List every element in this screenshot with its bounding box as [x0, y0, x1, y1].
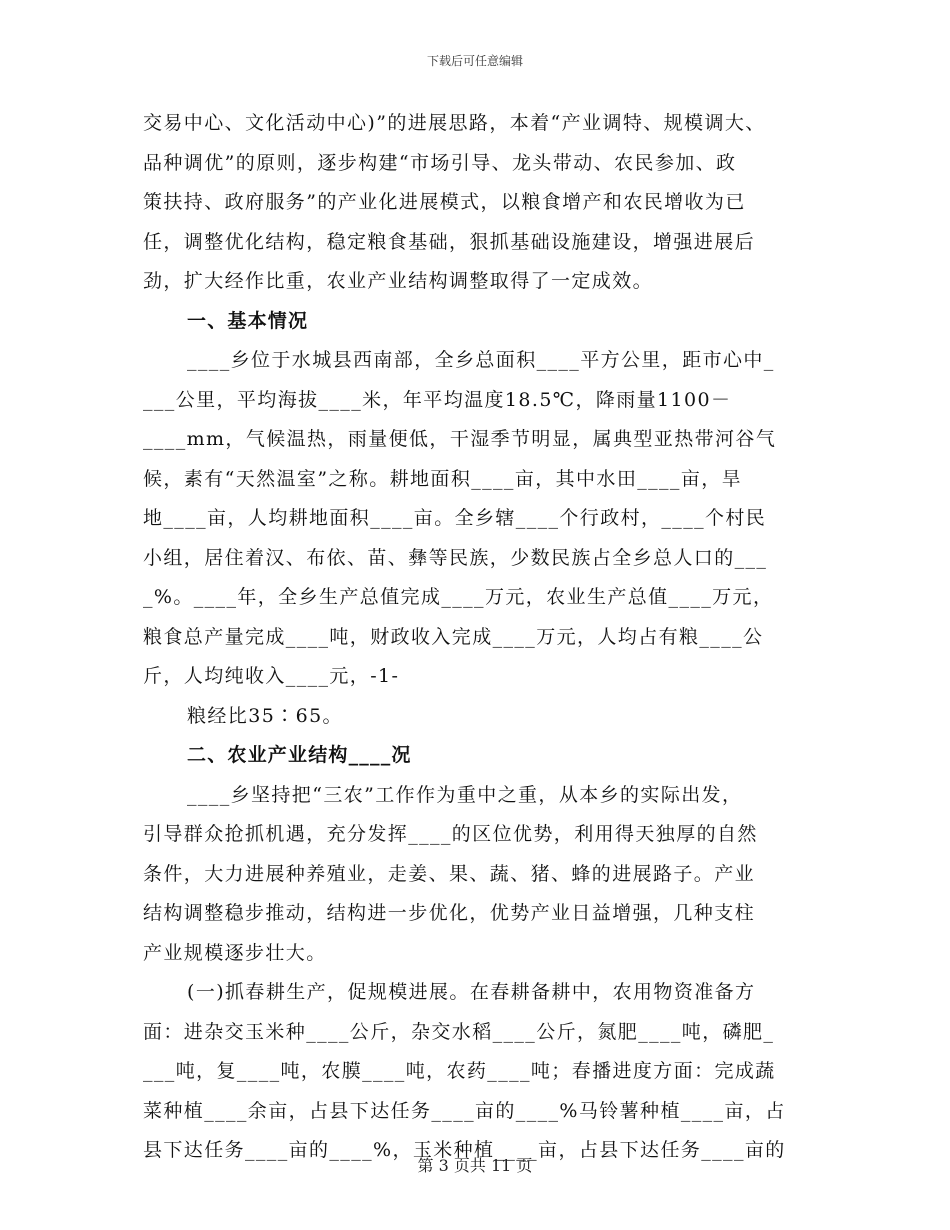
body-line: 县下达任务____亩的____%，玉米种植____亩，占县下达任务____亩的 — [143, 1139, 786, 1161]
body-line: ____mm，气候温热，雨量便低，干湿季节明显，属典型亚热带河谷气 — [143, 428, 777, 450]
body-line: (一)抓春耕生产，促规模进展。在春耕备耕中，农用物资准备方 — [187, 981, 756, 1003]
body-line: 候，素有“天然温室”之称。耕地面积____亩，其中水田____亩，旱 — [143, 467, 743, 490]
section-heading-industry-structure: 二、农业产业结构____况 — [187, 744, 412, 766]
body-line: ___公里，平均海拔____米，年平均温度18.5℃，降雨量1100－ — [143, 388, 732, 411]
body-line: 交易中心、文化活动中心)”的进展思路，本着“产业调特、规模调大、 — [143, 112, 766, 134]
body-line: 劲，扩大经作比重，农业产业结构调整取得了一定成效。 — [143, 270, 654, 292]
body-line: ___吨，复____吨，农膜____吨，农药____吨；春播进度方面：完成蔬 — [143, 1060, 776, 1082]
body-line: 斤，人均纯收入____元，-1- — [143, 665, 400, 687]
body-line: 菜种植____余亩，占县下达任务____亩的____%马铃薯种植____亩，占 — [143, 1099, 786, 1122]
body-line: 地____亩，人均耕地面积____亩。全乡辖____个行政村，____个村民 — [143, 507, 767, 529]
body-line: 产业规模逐步壮大。 — [143, 941, 327, 964]
body-line: 结构调整稳步推动，结构进一步优化，优势产业日益增强，几种支柱 — [143, 902, 756, 924]
body-line: _%。____年，全乡生产总值完成____万元，农业生产总值____万元， — [143, 586, 774, 608]
section-heading-basic-info: 一、基本情况 — [187, 309, 309, 332]
body-line: 引导群众抢抓机遇，充分发挥____的区位优势，利用得天独厚的自然 — [143, 823, 758, 845]
body-line: 条件，大力进展种养殖业，走姜、果、蔬、猪、蜂的进展路子。产业 — [143, 862, 756, 885]
document-body — [143, 104, 815, 1171]
body-line: 粮经比35∶65。 — [187, 704, 343, 727]
body-line: 品种调优”的原则，逐步构建“市场引导、龙头带动、农民参加、政 — [143, 151, 737, 174]
body-line: 策扶持、政府服务”的产业化进展模式，以粮食增产和农民增收为已 — [143, 191, 746, 213]
body-line: 小组，居住着汉、布依、苗、彝等民族，少数民族占全乡总人口的___ — [143, 546, 768, 569]
body-line: ____乡位于水城县西南部，全乡总面积____平方公里，距市心中_ — [187, 349, 775, 371]
page-header: 下载后可任意编辑 — [426, 54, 523, 68]
body-line: 面：进杂交玉米种____公斤，杂交水稻____公斤，氮肥____吨，磷肥_ — [143, 1020, 775, 1043]
body-line: 任，调整优化结构，稳定粮食基础，狠抓基础设施建设，增强进展后 — [143, 230, 756, 253]
body-line: 粮食总产量完成____吨，财政收入完成____万元，人均占有粮____公 — [143, 625, 764, 648]
page-footer: 第 3 页共 11 页 — [417, 1156, 533, 1175]
body-line: ____乡坚持把“三农”工作作为重中之重，从本乡的实际出发， — [187, 783, 743, 806]
